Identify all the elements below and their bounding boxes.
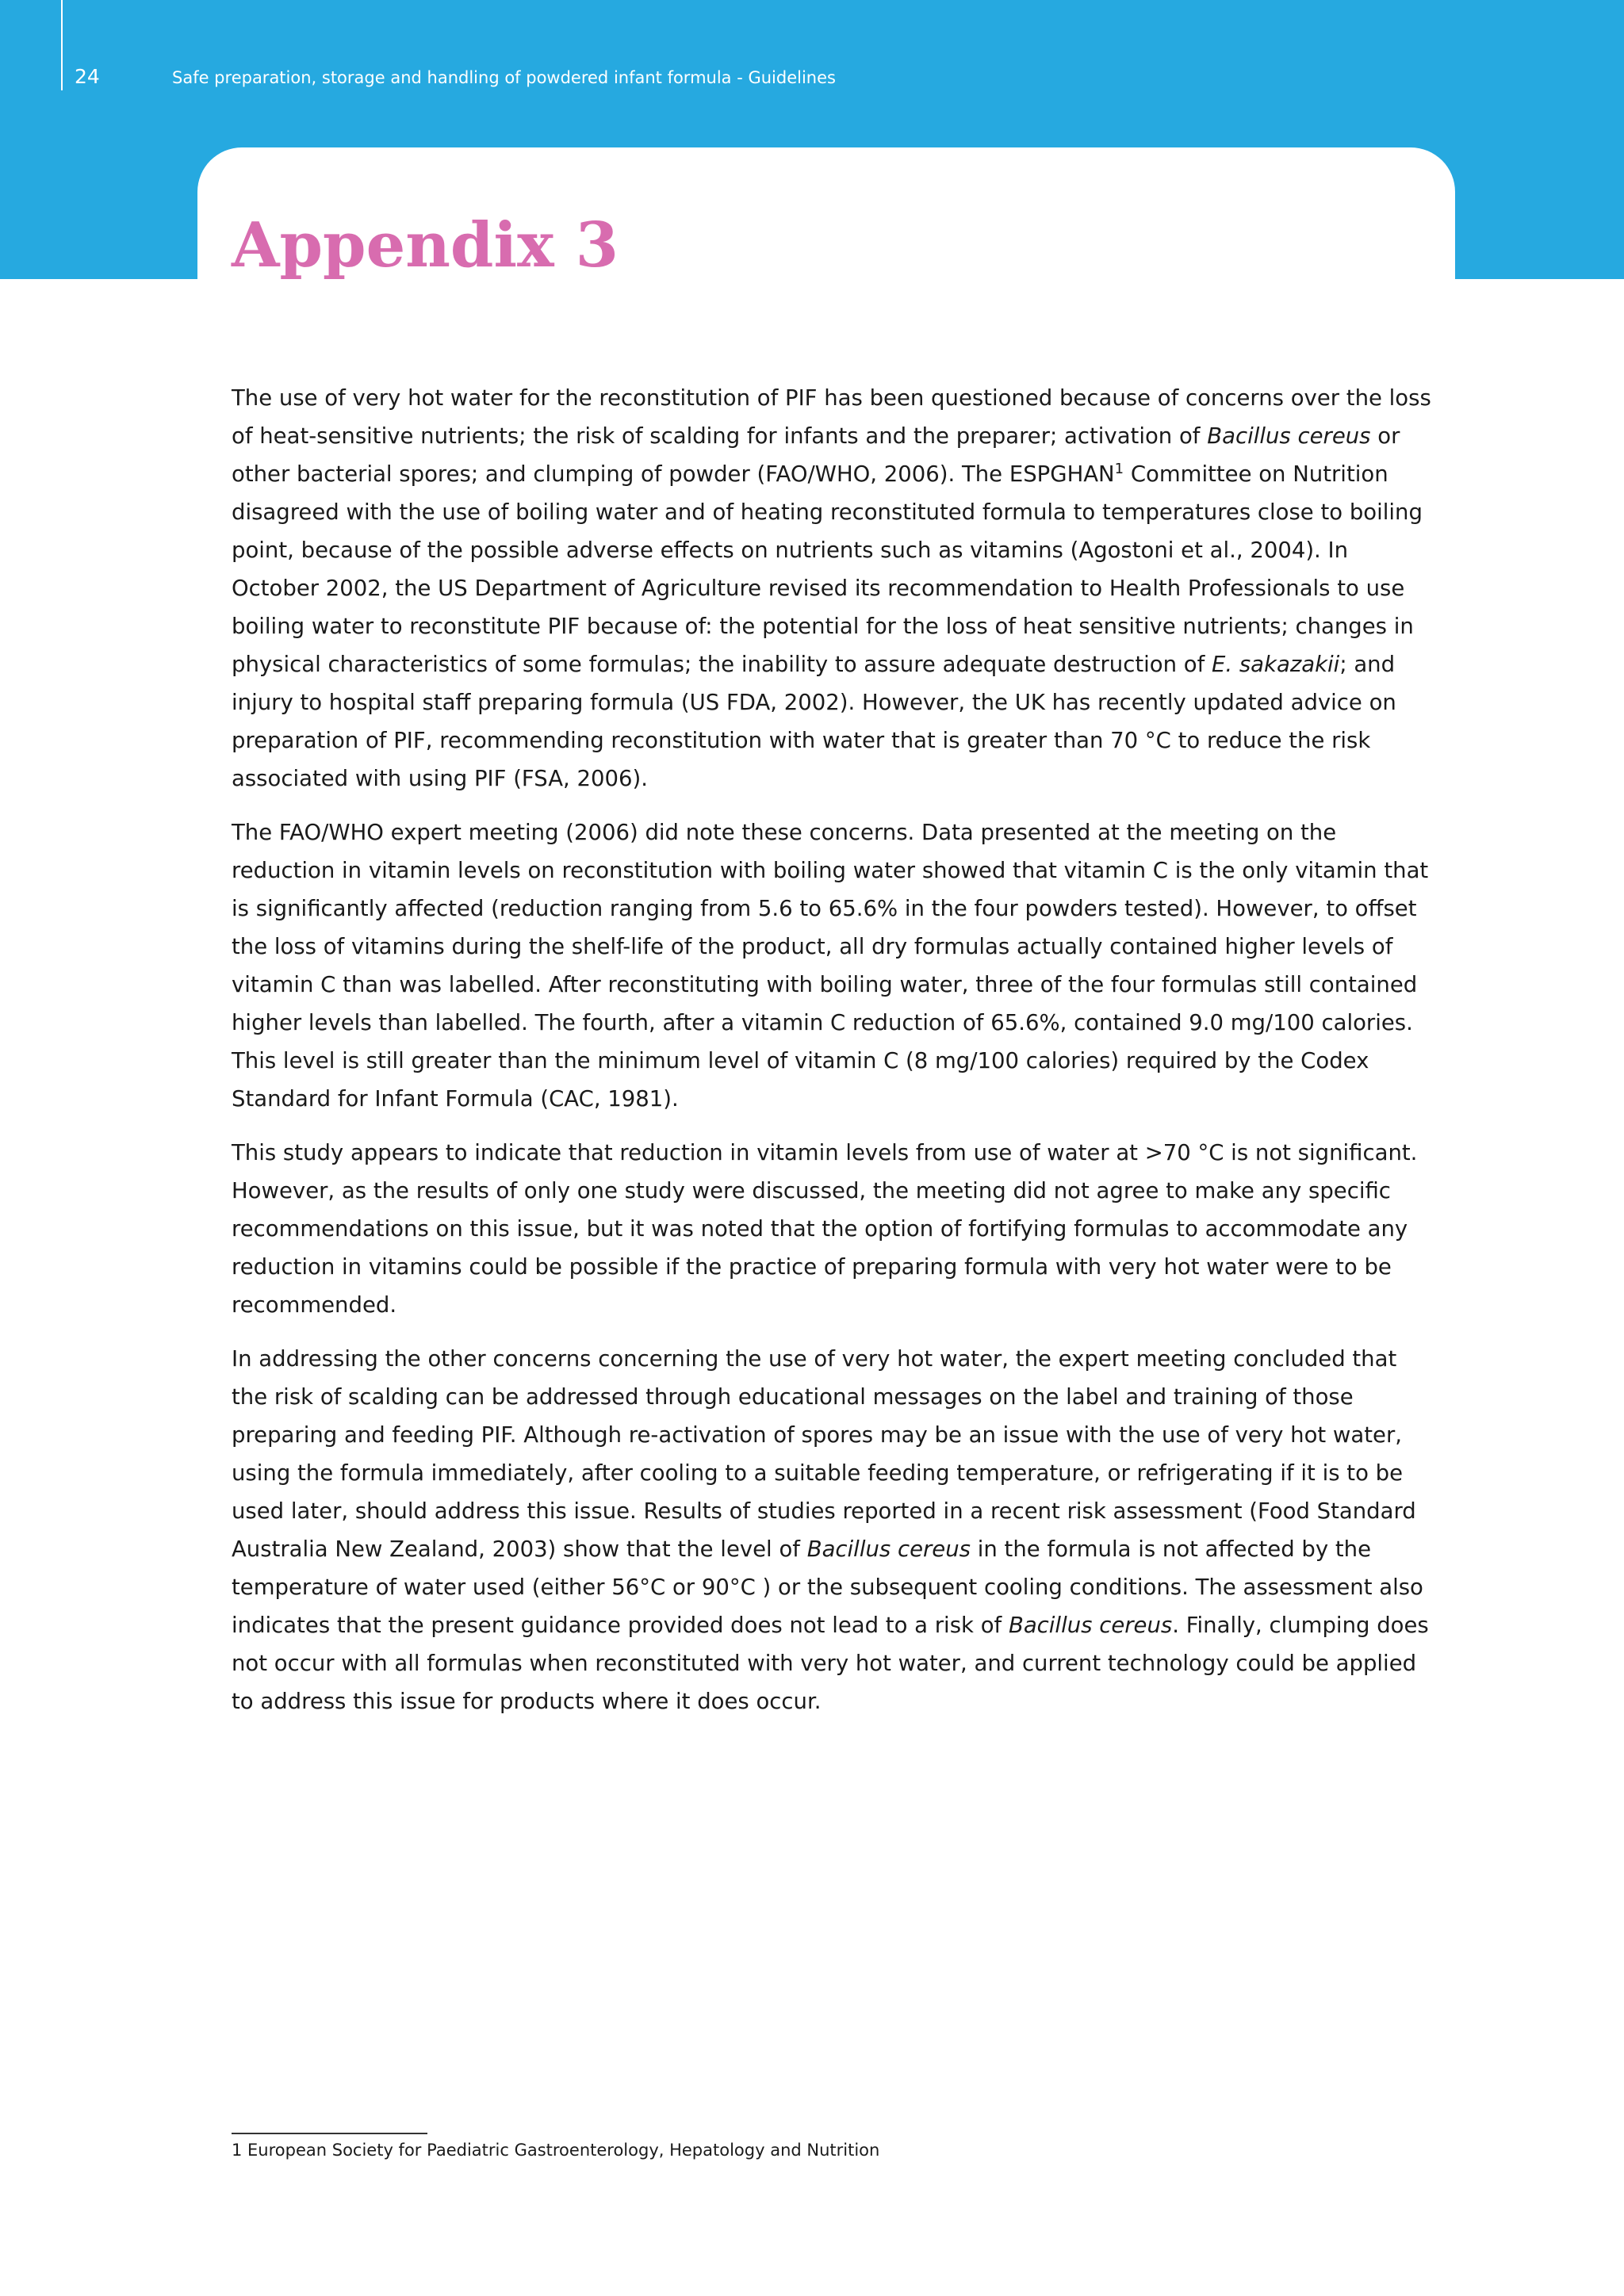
page-number: 24: [75, 65, 100, 88]
paragraph-1-text-c: or other bacterial spores; and clumping of powder (FAO/WHO, 2006). The ESPGHAN: [232, 423, 1400, 487]
running-header-title: Safe preparation, storage and handling of powdered infant formula - Guidelines: [172, 68, 836, 87]
footnote-reference-1: 1: [1114, 460, 1124, 477]
paragraph-1-species-e-sakazakii: E. sakazakii: [1212, 652, 1340, 677]
paragraph-1-text-a: The use of very hot water for the reconstitution of PIF has been questioned because of concerns over the loss of heat-sensitive nutrients; the risk of scalding for infants and the preparer; activation of: [232, 385, 1431, 449]
body-text: [232, 379, 1437, 1736]
paragraph-3: This study appears to indicate that reduction in vitamin levels from use of water at >70 °C is not significant. However, as the results of only one study were discussed, the meeting did not agree to make any specific recommendations on this issue, but it was noted that the option of fortifying formulas to accommodate any reduction in vitamins could be possible if the practice of preparing formula with very hot water were to be recommended.: [232, 1140, 1418, 1318]
paragraph-1-text-d: Committee on Nutrition disagreed with the use of boiling water and of heating reconstituted formula to temperatures close to boiling point, because of the possible adverse effects on nutrients such as vitamins (Agostoni et al., 2004). In October 2002, the US Department of Agriculture revised its recommendation to Health Professionals to use boiling water to reconstitute PIF because of: the potential for the loss of heat sensitive nutrients; changes in physical characteristics of some formulas; the inability to assure adequate destruction of: [232, 461, 1423, 677]
header-divider: [61, 0, 63, 90]
paragraph-4: [232, 1340, 1437, 1720]
footnote: 1 European Society for Paediatric Gastroenterology, Hepatology and Nutrition: [232, 2141, 880, 2160]
page-title: Appendix 3: [232, 209, 619, 281]
paragraph-1-species-bacillus-cereus: Bacillus cereus: [1207, 423, 1371, 449]
paragraph-4-text-e: . Finally, clumping does not occur with all formulas when reconstituted with very hot water, and current technology could be applied to address this issue for products where it does occur.: [232, 1613, 1429, 1714]
paragraph-2: The FAO/WHO expert meeting (2006) did note these concerns. Data presented at the meeting on the reduction in vitamin levels on reconstitution with boiling water showed that vitamin C is the only vitamin that is significantly affected (reduction ranging from 5.6 to 65.6% in the four powders tested). However, to offset the loss of vitamins during the shelf-life of the product, all dry formulas actually contained higher levels of vitamin C than was labelled. After reconstituting with boiling water, three of the four formulas still contained higher levels than labelled. The fourth, after a vitamin C reduction of 65.6%, contained 9.0 mg/100 calories. This level is still greater than the minimum level of vitamin C (8 mg/100 calories) required by the Codex Standard for Infant Formula (CAC, 1981).: [232, 820, 1429, 1112]
paragraph-1-text-f: ; and injury to hospital staff preparing formula (US FDA, 2002). However, the UK has recently updated advice on preparation of PIF, recommending reconstitution with water that is greater than 70 °C to reduce the risk associated with using PIF (FSA, 2006).: [232, 652, 1396, 791]
paragraph-1: [232, 379, 1437, 798]
paragraph-4-text-c: in the formula is not affected by the temperature of water used (either 56°C or 90°C ) or the subsequent cooling conditions. The assessment also indicates that the present guidance provided does not lead to a risk of: [232, 1536, 1423, 1638]
paragraph-4-text-a: In addressing the other concerns concerning the use of very hot water, the expert meeting concluded that the risk of scalding can be addressed through educational messages on the label and training of those preparing and feeding PIF. Although re-activation of spores may be an issue with the use of very hot water, using the formula immediately, after cooling to a suitable feeding temperature, or refrigerating if it is to be used later, should address this issue. Results of studies reported in a recent risk assessment (Food Standard Australia New Zealand, 2003) show that the level of: [232, 1346, 1416, 1562]
paragraph-4-species-bacillus-cereus-1: Bacillus cereus: [806, 1536, 971, 1562]
footnote-divider: [232, 2133, 427, 2134]
paragraph-4-species-bacillus-cereus-2: Bacillus cereus: [1008, 1613, 1173, 1638]
